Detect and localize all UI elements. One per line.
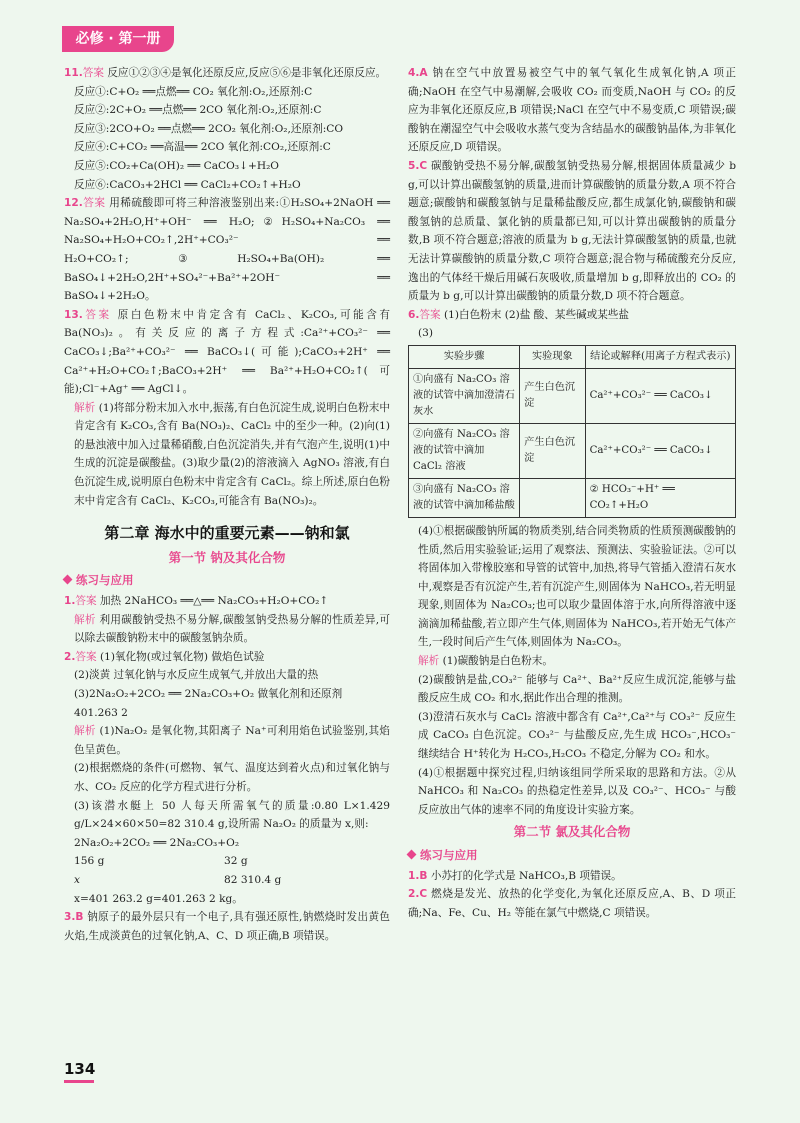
right-column <box>408 64 736 922</box>
q1-analysis: 解析 利用碳酸钠受热不易分解,碳酸氢钠受热易分解的性质差异,可以除去碳酸钠粉末中的碳酸氢钠杂质。 <box>74 613 391 645</box>
calc-row: 156 g 32 g <box>74 855 248 868</box>
q13-analysis: 解析 (1)将部分粉末加入水中,振荡,有白色沉淀生成,说明白色粉末中肯定含有 K₂CO₃,含有 Ba(NO₃)₂、CaCl₂ 中的至少一种。(2)向(1)的悬浊液中加入过量稀硝酸,白色沉淀消失,并有气泡产生,说明(1)中生成的沉淀是碳酸盐。(3)取少量(2)的溶液滴入 AgNO₃ 溶液,有白色沉淀生成,说明原白色粉末中肯定含有 CaCl₂。综上所述,原白色粉末中肯定含有 CaCl₂、K₂CO₃,可能含有 Ba(NO₃)₂。 <box>74 401 391 507</box>
table-header: 实验现象 <box>520 345 585 368</box>
q12: 12.答案 用稀硫酸即可将三种溶液鉴别出来:①H₂SO₄+2NaOH ══ Na₂SO₄+2H₂O,H⁺+OH⁻ ══ H₂O;②H₂SO₄+Na₂CO₃ ══ Na₂SO₄+H₂O+CO₂↑,2H⁺+CO₃²⁻ ══ H₂O+CO₂↑;③H₂SO₄+Ba(OH)₂ ══ BaSO₄↓+2H₂O,2H⁺+SO₄²⁻+Ba²⁺+2OH⁻ ══ BaSO₄↓+2H₂O。 <box>64 197 390 303</box>
q13: 13.答案 原白色粉末中肯定含有 CaCl₂、K₂CO₃,可能含有 Ba(NO₃)₂。有关反应的离子方程式:Ca²⁺+CO₃²⁻ ══ CaCO₃↓;Ba²⁺+CO₃²⁻ ══ BaCO₃↓(可能);CaCO₃+2H⁺ ══ Ca²⁺+H₂O+CO₂↑;BaCO₃+2H⁺ ══ Ba²⁺+H₂O+CO₂↑(可能);Cl⁻+Ag⁺ ══ AgCl↓。 <box>64 308 390 396</box>
q1: 1.答案 加热 2NaHCO₃ ══△══ Na₂CO₃+H₂O+CO₂↑ <box>64 595 329 608</box>
q6-part4: (4)①根据碳酸钠所属的物质类别,结合同类物质的性质预测碳酸钠的性质,然后用实验验证;运用了观察法、预测法、实验验证法。②可以将固体加入带橡胶塞和导管的试管中,加热,将导气管插入澄清石灰水中,观察是否有沉淀产生,若有沉淀产生,则固体为 NaHCO₃,若无明显现象,则固体为 Na₂CO₃;也可以取少量固体溶于水,向所得溶液中逐滴滴加稀盐酸,若立即产生气体,则固体为 NaHCO₃,若开始无气体产生,一段时间后产生气体,则固体为 Na₂CO₃。 <box>418 524 736 649</box>
practice-heading: 练习与应用 <box>64 571 390 590</box>
q2-line: (2)淡黄 过氧化钠与水反应生成氧气,并放出大量的热 <box>74 669 319 682</box>
s1: 1.B 小苏打的化学式是 NaHCO₃,B 项错误。 <box>408 869 622 882</box>
book-tag: 必修 · 第一册 <box>62 26 174 52</box>
calc-row: x 82 310.4 g <box>74 873 282 886</box>
q2-analysis-line: (3)该潜水艇上 50 人每天所需氧气的质量:0.80 L×1.429 g/L×24×60×50=82 310.4 g,设所需 Na₂O₂ 的质量为 x,则: <box>74 799 390 831</box>
chapter-title: 第二章 海水中的重要元素——钠和氯 <box>104 524 350 543</box>
q11-line: 反应①:C+O₂ ══点燃══ CO₂ 氧化剂:O₂,还原剂:C <box>74 85 313 98</box>
table-cell: Ca²⁺+CO₃²⁻ ══ CaCO₃↓ <box>585 423 735 478</box>
q6-analysis: 解析 (1)碳酸钠是白色粉末。 <box>418 655 553 668</box>
section-title: 第二节 氯及其化合物 <box>513 824 631 840</box>
table-header-row <box>409 345 736 368</box>
table-cell: 产生白色沉淀 <box>520 368 585 423</box>
q6-line2: (3) <box>418 327 434 340</box>
calc-result: x=401 263.2 g=401.263 2 kg。 <box>74 892 243 905</box>
q11: 11.答案 反应①②③④是氧化还原反应,反应⑤⑥是非氧化还原反应。 <box>64 67 387 79</box>
diamond-icon <box>63 575 73 585</box>
q11-line: 反应④:C+CO₂ ══高温══ 2CO 氧化剂:CO₂,还原剂:C <box>74 141 331 154</box>
q2-analysis-line: (2)根据燃烧的条件(可燃物、氧气、温度达到着火点)和过氧化钠与水、CO₂ 反应的化学方程式进行分析。 <box>74 762 390 793</box>
q6-analysis-line: (3)澄清石灰水与 CaCl₂ 溶液中都含有 Ca²⁺,Ca²⁺与 CO₃²⁻ 反应生成 CaCO₃ 白色沉淀。CO₃²⁻ 与盐酸反应,先生成 HCO₃⁻,HCO₃⁻ 继续结合 H⁺转化为 H₂CO₃,H₂CO₃ 不稳定,分解为 CO₂ 和水。 <box>418 710 736 761</box>
q11-line: 反应③:2CO+O₂ ══点燃══ 2CO₂ 氧化剂:O₂,还原剂:CO <box>74 122 344 135</box>
q2-line: 401.263 2 <box>74 706 128 719</box>
q6-analysis-line: (4)①根据题中探究过程,归纳该组同学所采取的思路和方法。②从 NaHCO₃ 和 Na₂CO₃ 的热稳定性差异,以及 CO₃²⁻、HCO₃⁻ 与酸反应放出气体的速率不同的角度设计实验方案。 <box>418 766 736 816</box>
left-column <box>64 64 390 945</box>
table-row <box>409 478 736 517</box>
page-number-underline <box>64 1080 94 1083</box>
q2: 2.答案 (1)氧化物(或过氧化物) 做焰色试验 <box>64 650 265 663</box>
diamond-icon <box>407 850 417 860</box>
table-cell: ②向盛有 Na₂CO₃ 溶液的试管中滴加 CaCl₂ 溶液 <box>409 423 520 478</box>
q11-line: 反应②:2C+O₂ ══点燃══ 2CO 氧化剂:O₂,还原剂:C <box>74 104 322 117</box>
q5: 5.C 碳酸钠受热不易分解,碳酸氢钠受热易分解,根据固体质量减少 b g,可以计算出碳酸氢钠的质量,进而计算碳酸钠的质量分数,A 项不符合题意;碳酸钠和碳酸氢钠与足量稀盐酸反应,都生成氯化钠,碳酸钠和碳酸氢钠的总质量、氯化钠的质量都已知,可以计算出碳酸钠的质量分数,B 项不符合题意;溶液的质量为 b g,无法计算碳酸氢钠的质量,也就无法计算碳酸钠的质量分数,C 项符合题意;混合物与稀硫酸充分反应,逸出的气体经干燥后用碱石灰吸收,质量增加 b g,即释放出的 CO₂ 的质量为 b g,可以计算出碳酸钠的质量分数,D 项不符合题意。 <box>408 159 736 303</box>
experiment-table <box>408 345 736 518</box>
table-cell: ③向盛有 Na₂CO₃ 溶液的试管中滴加稀盐酸 <box>409 478 520 517</box>
table-cell: Ca²⁺+CO₃²⁻ ══ CaCO₃↓ <box>585 368 735 423</box>
section-title: 第一节 钠及其化合物 <box>168 549 286 565</box>
s2: 2.C 燃烧是发光、放热的化学变化,为氧化还原反应,A、B、D 项正确;Na、Fe、Cu、H₂ 等能在氯气中燃烧,C 项错误。 <box>408 888 736 919</box>
q2-line: (3)2Na₂O₂+2CO₂ ══ 2Na₂CO₃+O₂ 做氧化剂和还原剂 <box>74 688 343 700</box>
table-cell <box>520 478 585 517</box>
table-row <box>409 423 736 478</box>
table-row <box>409 368 736 423</box>
practice-heading: 练习与应用 <box>408 846 736 865</box>
q11-line: 反应⑥:CaCO₃+2HCl ══ CaCl₂+CO₂↑+H₂O <box>74 178 301 191</box>
q6-analysis-line: (2)碳酸钠是盐,CO₃²⁻ 能够与 Ca²⁺、Ba²⁺反应生成沉淀,能够与盐酸反应生成 CO₂ 和水,据此作出合理的推测。 <box>418 673 736 705</box>
q6: 6.答案 (1)白色粉末 (2)盐 酸、某些碱或某些盐 <box>408 308 630 321</box>
q2-analysis: 解析 (1)Na₂O₂ 是氧化物,其阳离子 Na⁺可利用焰色试验鉴别,其焰色呈黄色。 <box>74 725 391 756</box>
table-cell: 产生白色沉淀 <box>520 423 585 478</box>
q3: 3.B 钠原子的最外层只有一个电子,具有强还原性,钠燃烧时发出黄色火焰,生成淡黄色的过氧化钠,A、C、D 项正确,B 项错误。 <box>64 911 390 942</box>
table-cell: ② HCO₃⁻+H⁺ ══ CO₂↑+H₂O <box>585 478 735 517</box>
table-header: 实验步骤 <box>409 345 520 368</box>
q4: 4.A 钠在空气中放置易被空气中的氧气氧化生成氧化钠,A 项正确;NaOH 在空气中易潮解,会吸收 CO₂ 而变质,NaOH 与 CO₂ 的反应为非氧化还原反应,B 项错误;NaCl 在空气中不易变质,C 项错误;碳酸钠在潮湿空气中会吸收水蒸气变为含结晶水的碳酸钠晶体,为非氧化还原反应,D 项错误。 <box>408 67 736 154</box>
table-cell: ①向盛有 Na₂CO₃ 溶液的试管中滴加澄清石灰水 <box>409 368 520 423</box>
q11-line: 反应⑤:CO₂+Ca(OH)₂ ══ CaCO₃↓+H₂O <box>74 159 279 172</box>
q2-analysis-line: 2Na₂O₂+2CO₂ ══ 2Na₂CO₃+O₂ <box>74 836 240 849</box>
page-number: 134 <box>64 1060 96 1078</box>
table-header: 结论或解释(用离子方程式表示) <box>585 345 735 368</box>
